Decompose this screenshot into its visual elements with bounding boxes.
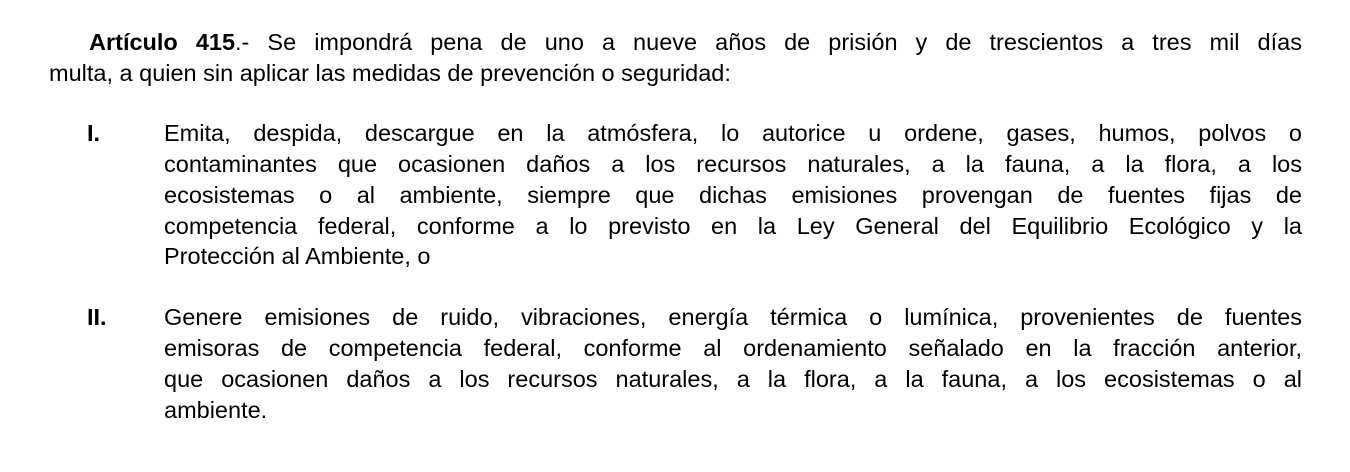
fraction-line: Protección al Ambiente, o <box>164 243 431 270</box>
fraction-line: ecosistemas o al ambiente, siempre que dichas emisiones provengan de fuentes fijas de <box>164 181 1302 208</box>
fraction-line: ambiente. <box>164 396 268 423</box>
fraction-list <box>49 118 1302 425</box>
fraction-ii <box>49 302 1302 425</box>
article-intro-continuation: multa, a quien sin aplicar las medidas de prevención o seguridad: <box>49 59 731 86</box>
fraction-line: emisoras de competencia federal, conforme al ordenamiento señalado en la fracción anterior, <box>164 335 1302 362</box>
fraction-line: Emita, despida, descargue en la atmósfera, lo autorice u ordene, gases, humos, polvos o <box>164 120 1302 147</box>
fraction-line: competencia federal, conforme a lo previsto en la Ley General del Equilibrio Ecológico y la <box>164 212 1302 239</box>
fraction-numeral: I. <box>87 120 101 147</box>
article-number: Artículo 415 <box>89 29 236 55</box>
fraction-line: Genere emisiones de ruido, vibraciones, energía térmica o lumínica, provenientes de fuentes <box>164 304 1302 331</box>
fraction-i <box>49 118 1302 272</box>
fraction-line: que ocasionen daños a los recursos naturales, a la flora, a la fauna, a los ecosistemas o al <box>164 365 1302 392</box>
fraction-numeral: II. <box>87 304 107 331</box>
fraction-line: contaminantes que ocasionen daños a los recursos naturales, a la fauna, a la flora, a los <box>164 151 1302 178</box>
article-intro-text: .- Se impondrá pena de uno a nueve años de prisión y de trescientos a tres mil días <box>235 29 1302 55</box>
article-intro <box>49 27 1302 58</box>
article-415 <box>49 27 1302 456</box>
